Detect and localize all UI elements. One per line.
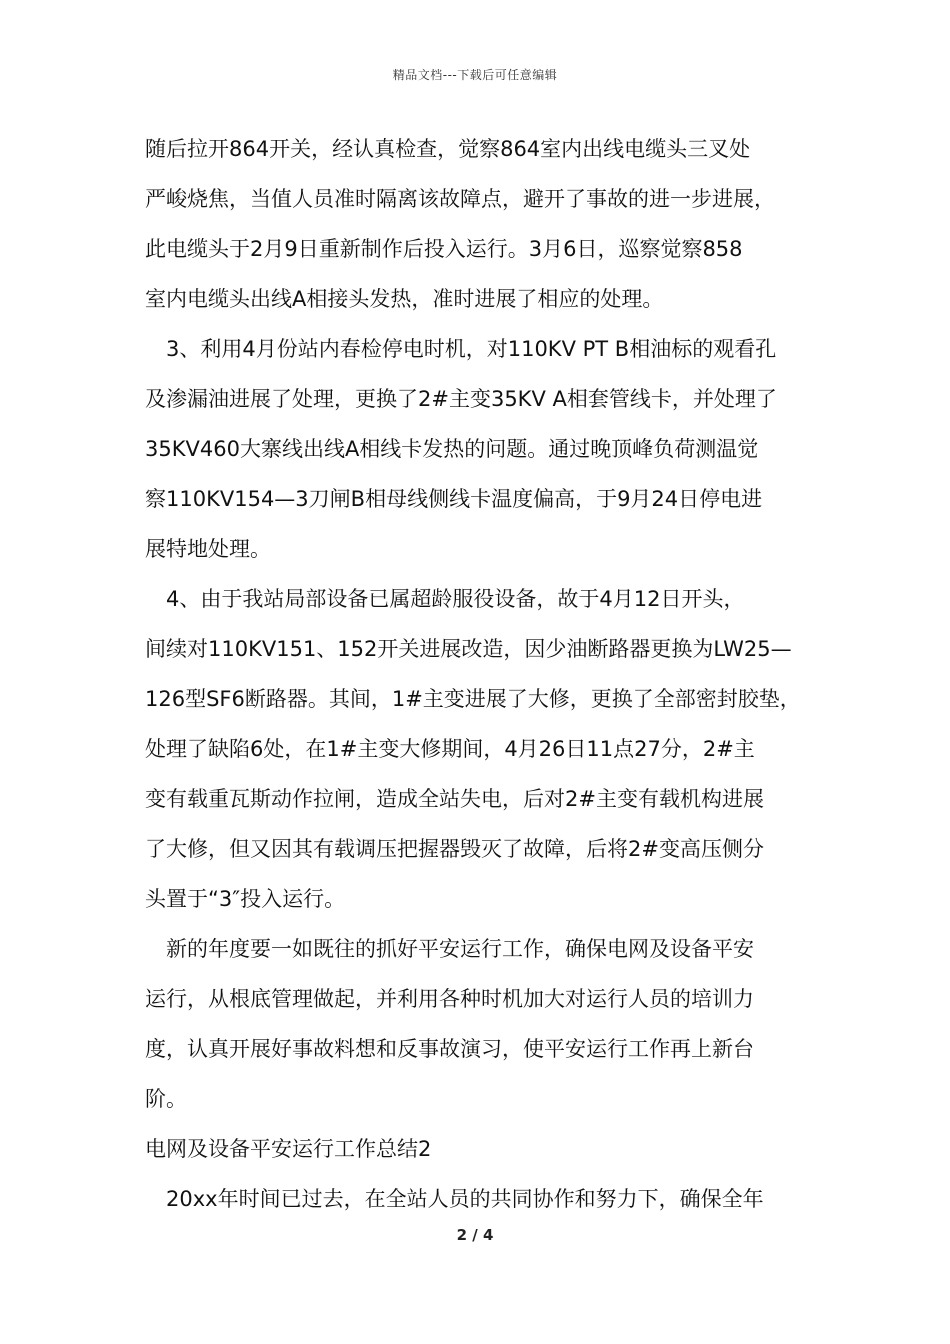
document-body [145, 124, 820, 1224]
paragraph-section-2-intro [145, 1174, 820, 1224]
paragraph-item-3 [145, 324, 820, 574]
text-line: 20xx年时间已过去，在全站人员的共同协作和努力下，确保全年 [166, 1187, 764, 1211]
section-heading [145, 1124, 820, 1174]
text-line: 35KV460大寨线出线A相线卡发热的问题。通过晚顶峰负荷测温觉 [145, 437, 759, 461]
text-line: 处理了缺陷6处，在1#主变大修期间，4月26日11点27分，2#主 [145, 737, 755, 761]
text-line: 4、由于我站局部设备已属超龄服役设备，故于4月12日开头， [166, 587, 745, 611]
page-header [0, 66, 950, 83]
page-number: 2 / 4 [456, 1226, 494, 1244]
text-line: 3、利用4月份站内春检停电时机，对110KV PT B相油标的观看孔 [166, 337, 777, 361]
text-line: 严峻烧焦，当值人员准时隔离该故障点，避开了事故的进一步进展， [145, 187, 775, 211]
page-footer [0, 1226, 950, 1244]
paragraph-item-4 [145, 574, 820, 924]
paragraph-new-year [145, 924, 820, 1124]
text-line: 新的年度要一如既往的抓好平安运行工作，确保电网及设备平安 [166, 937, 754, 961]
text-line: 头置于“3″投入运行。 [145, 887, 346, 911]
text-line: 展特地处理。 [145, 537, 271, 561]
text-line: 126型SF6断路器。其间，1#主变进展了大修，更换了全部密封胶垫， [145, 687, 801, 711]
text-line: 运行，从根底管理做起，并利用各种时机加大对运行人员的培训力 [145, 987, 754, 1011]
paragraph-cable-fault [145, 124, 820, 324]
text-line: 室内电缆头出线A相接头发热，准时进展了相应的处理。 [145, 287, 664, 311]
text-line: 及渗漏油进展了处理，更换了2#主变35KV A相套管线卡，并处理了 [145, 387, 777, 411]
text-line: 随后拉开864开关，经认真检查，觉察864室内出线电缆头三叉处 [145, 137, 751, 161]
text-line: 了大修，但又因其有载调压把握器毁灭了故障，后将2#变高压侧分 [145, 837, 764, 861]
text-line: 度，认真开展好事故料想和反事故演习，使平安运行工作再上新台 [145, 1037, 754, 1061]
text-line: 变有载重瓦斯动作拉闸，造成全站失电，后对2#主变有载机构进展 [145, 787, 764, 811]
text-line: 察110KV154—3刀闸B相母线侧线卡温度偏高，于9月24日停电进 [145, 487, 763, 511]
heading-text: 电网及设备平安运行工作总结2 [145, 1137, 432, 1161]
text-line: 阶。 [145, 1087, 187, 1111]
text-line: 间续对110KV151、152开关进展改造，因少油断路器更换为LW25— [145, 637, 792, 661]
header-text: 精品文档---下载后可任意编辑 [392, 68, 558, 82]
text-line: 此电缆头于2月9日重新制作后投入运行。3月6日，巡察觉察858 [145, 237, 743, 261]
